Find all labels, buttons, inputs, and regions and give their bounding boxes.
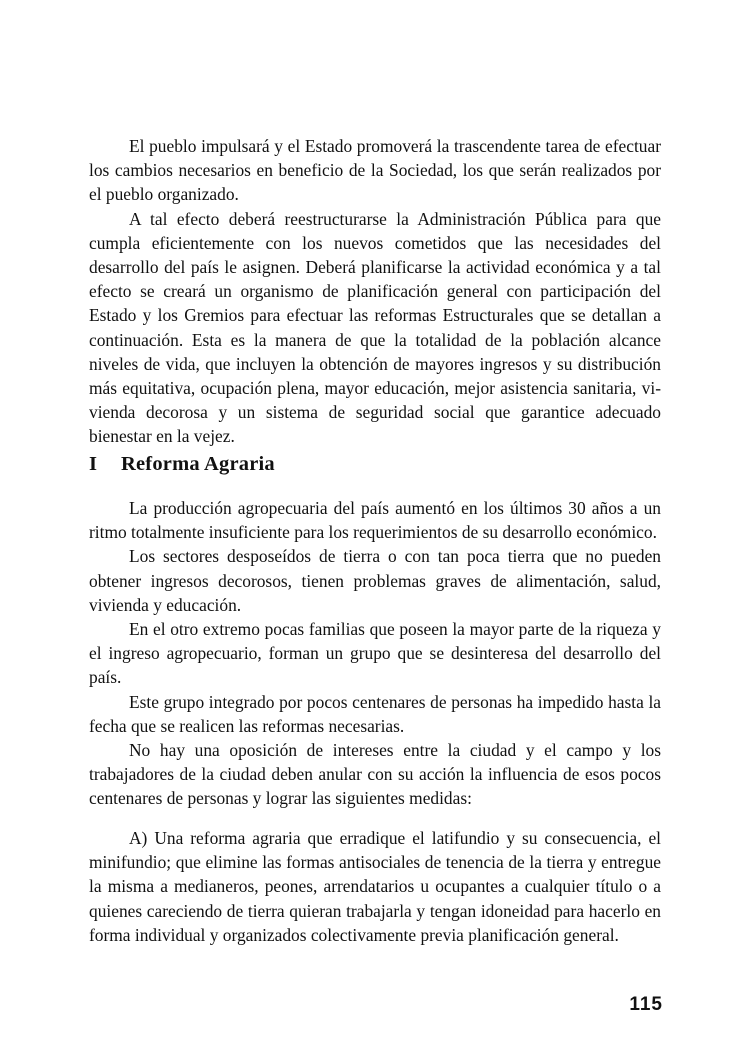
section-paragraph: La producción agropecuaria del país aumentó en los últimos 30 años a un ritmo totalmente insuficiente para los requerimientos de su desarrollo económico. [89, 498, 661, 543]
section-text-block [89, 496, 661, 811]
intro-text-block [89, 134, 661, 449]
intro-paragraph: El pueblo impulsará y el Estado promoverá la trascendente tarea de efectuar los cambios necesarios en beneficio de la Sociedad, los que serán realizados por el pueblo organizado. [89, 136, 661, 205]
section-paragraph: Los sectores desposeídos de tierra o con tan poca tierra que no pueden obtener ingresos decorosos, tienen problemas graves de alimentación, salud, vivienda y educación. [89, 546, 661, 615]
section-number: I [89, 453, 98, 475]
section-title: Reforma Agraria [121, 453, 275, 475]
intro-paragraph: A tal efecto deberá reestructurarse la Administración Pública para que cumpla eficientemente con los nuevos cometidos que las necesidades del desarrollo del país le asignen. Deberá planificarse la actividad económica y a tal efecto se creará un organismo de planificación general con participación del Estado y los Gremios para efectuar las reformas Estructurales que se detallan a continuación. Esta es la manera de que la totalidad de la población alcance niveles de vida, que incluyen la obtención de mayores ingresos y su distribución más equitativa, ocupación plena, mayor educación, mejor asistencia sanitaria, vivienda decorosa y un sistema de seguridad social que garantice adecuado bienestar en la vejez. [89, 208, 661, 447]
section-heading [89, 453, 275, 476]
page-number: 115 [629, 994, 663, 1015]
section-paragraph: En el otro extremo pocas familias que poseen la mayor parte de la riqueza y el ingreso agropecuario, forman un grupo que se desinteresa del desarrollo del país. [89, 619, 661, 688]
section-paragraph: Este grupo integrado por pocos centenares de personas ha impedido hasta la fecha que se realicen las reformas necesarias. [89, 691, 661, 736]
measures-list [89, 826, 661, 947]
section-paragraph: No hay una oposición de intereses entre la ciudad y el campo y los trabajadores de la ciudad deben anular con su acción la influencia de esos pocos centenares de personas y lograr las siguientes medidas: [89, 740, 661, 809]
measure-item: A) Una reforma agraria que erradique el latifundio y su consecuencia, el minifundio; que elimine las formas antisociales de tenencia de la tierra y entregue la misma a medianeros, peones, arrendatarios u ocupantes a cualquier título o a quienes careciendo de tierra quieran trabajarla y tengan idoneidad para hacerlo en forma individual y organizados colectivamente previa planificación general. [89, 828, 661, 945]
